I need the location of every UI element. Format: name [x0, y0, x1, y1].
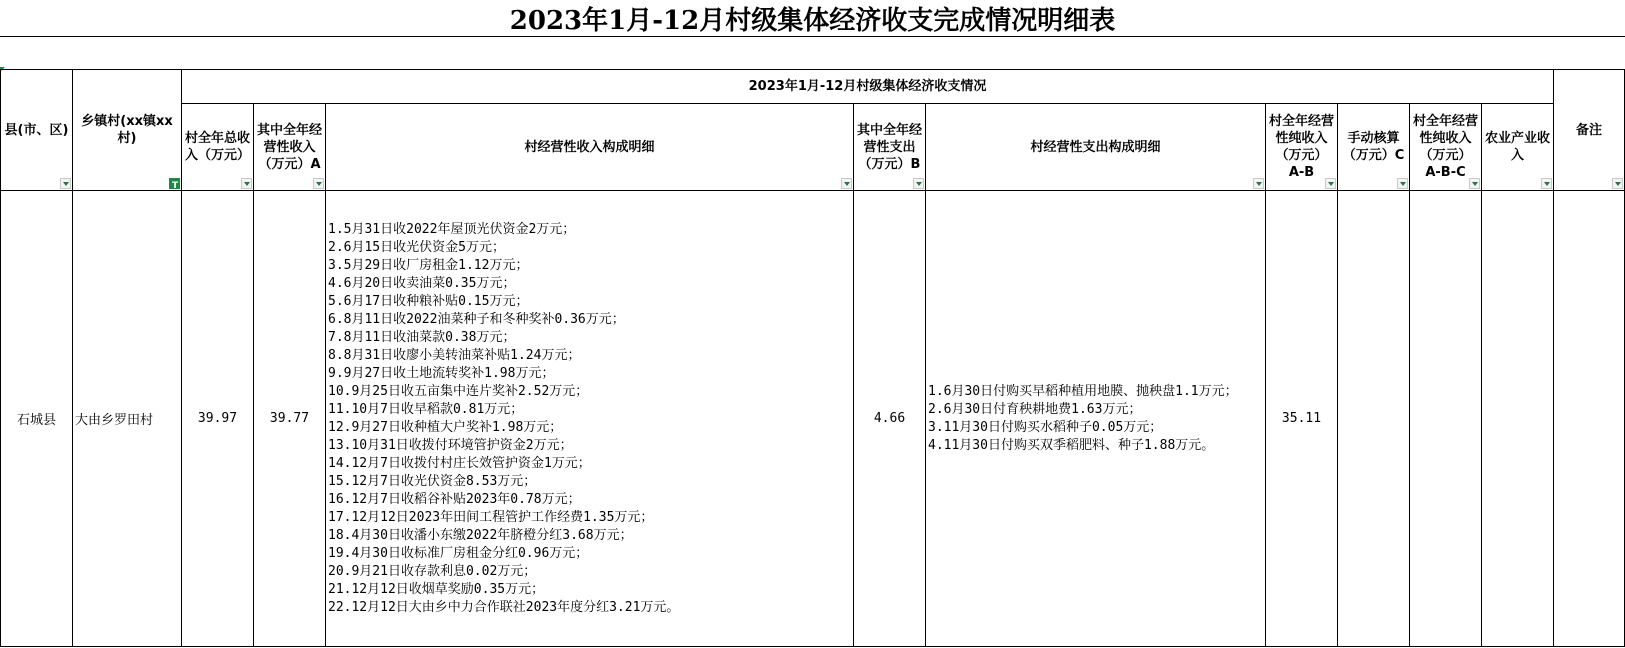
cell-agri-income[interactable]: [1482, 191, 1554, 647]
list-item: 17.12月12日2023年田间工程管护工作经费1.35万元；: [328, 509, 654, 525]
filter-dropdown-icon[interactable]: [1469, 178, 1480, 189]
header-agri-income[interactable]: 农业产业收入: [1482, 104, 1554, 191]
list-item: 4.6月20日收卖油菜0.35万元；: [328, 275, 516, 291]
list-item: 4.11月30日付购买双季稻肥料、种子1.88万元。: [928, 437, 1215, 453]
list-item: 2.6月30日付育秧耕地费1.63万元；: [928, 401, 1142, 417]
cell-income-detail[interactable]: [326, 191, 854, 647]
header-income-detail[interactable]: 村经营性收入构成明细: [326, 104, 854, 191]
list-item: 3.5月29日收厂房租金1.12万元；: [328, 257, 529, 273]
list-item: 15.12月7日收光伏资金8.53万元；: [328, 473, 537, 489]
filter-dropdown-icon[interactable]: [241, 178, 252, 189]
list-item: 13.10月31日收拨付环境管护资金2万元；: [328, 437, 573, 453]
list-item: 8.8月31日收廖小美转油菜补贴1.24万元；: [328, 347, 581, 363]
filter-dropdown-icon[interactable]: [913, 178, 924, 189]
filter-active-icon[interactable]: [169, 178, 180, 189]
list-item: 22.12月12日大由乡中力合作联社2023年度分红3.21万元。: [328, 599, 680, 615]
filter-dropdown-icon[interactable]: [1325, 178, 1336, 189]
list-item: 1.6月30日付购买早稻种植用地膜、抛秧盘1.1万元；: [928, 383, 1238, 399]
header-total-income[interactable]: 村全年总收入（万元）: [182, 104, 254, 191]
income-detail-list: [328, 221, 851, 617]
list-item: 11.10月7日收早稻款0.81万元；: [328, 401, 524, 417]
list-item: 20.9月21日收存款利息0.02万元；: [328, 563, 537, 579]
header-village[interactable]: 乡镇村(xx镇xx村) T: [73, 70, 182, 191]
list-item: 7.8月11日收油菜款0.38万元；: [328, 329, 516, 345]
header-net-income[interactable]: 村全年经营性纯收入（万元）A-B: [1266, 104, 1338, 191]
table-row: [1, 191, 1625, 647]
list-item: 12.9月27日收种植大户奖补1.98万元；: [328, 419, 563, 435]
header-remarks[interactable]: 备注: [1554, 70, 1625, 191]
filter-dropdown-icon[interactable]: [313, 178, 324, 189]
list-item: 16.12月7日收稻谷补贴2023年0.78万元；: [328, 491, 581, 507]
header-op-expense[interactable]: 其中全年经营性支出（万元）B: [854, 104, 926, 191]
header-net-income-2[interactable]: 村全年经营性纯收入（万元）A-B-C: [1410, 104, 1482, 191]
list-item: 6.8月11日收2022油菜种子和冬种奖补0.36万元；: [328, 311, 625, 327]
header-op-income[interactable]: 其中全年经营性收入（万元）A: [254, 104, 326, 191]
cell-net-income-2[interactable]: [1410, 191, 1482, 647]
cell-op-expense[interactable]: 4.66: [854, 191, 926, 647]
cell-expense-detail[interactable]: [926, 191, 1266, 647]
list-item: 9.9月27日收土地流转奖补1.98万元；: [328, 365, 555, 381]
list-item: 10.9月25日收五亩集中连片奖补2.52万元；: [328, 383, 589, 399]
list-item: 14.12月7日收拨付村庄长效管护资金1万元；: [328, 455, 591, 471]
cell-op-income[interactable]: 39.77: [254, 191, 326, 647]
expense-detail-list: [928, 383, 1263, 455]
cell-net-income[interactable]: 35.11: [1266, 191, 1338, 647]
cell-remarks[interactable]: [1554, 191, 1625, 647]
filter-dropdown-icon[interactable]: [1397, 178, 1408, 189]
header-county[interactable]: 县(市、区): [1, 70, 73, 191]
list-item: 1.5月31日收2022年屋顶光伏资金2万元；: [328, 221, 576, 237]
header-manual-check[interactable]: 手动核算（万元）C: [1338, 104, 1410, 191]
data-table: [0, 69, 1625, 647]
list-item: 18.4月30日收潘小东缴2022年脐橙分红3.68万元；: [328, 527, 633, 543]
filter-dropdown-icon[interactable]: [1253, 178, 1264, 189]
cell-county[interactable]: 石城县: [1, 191, 73, 647]
list-item: 3.11月30日付购买水稻种子0.05万元；: [928, 419, 1163, 435]
filter-dropdown-icon[interactable]: [1612, 178, 1623, 189]
cell-village[interactable]: 大由乡罗田村: [73, 191, 182, 647]
filter-dropdown-icon[interactable]: [60, 178, 71, 189]
group-header[interactable]: 2023年1月-12月村级集体经济收支情况: [182, 70, 1554, 104]
list-item: 2.6月15日收光伏资金5万元；: [328, 239, 505, 255]
blank-row[interactable]: [0, 37, 1625, 70]
filter-dropdown-icon[interactable]: [841, 178, 852, 189]
sheet-title: 2023年1月-12月村级集体经济收支完成情况明细表: [0, 0, 1625, 37]
cell-manual-check[interactable]: [1338, 191, 1410, 647]
filter-dropdown-icon[interactable]: [1541, 178, 1552, 189]
list-item: 5.6月17日收种粮补贴0.15万元；: [328, 293, 529, 309]
list-item: 19.4月30日收标准厂房租金分红0.96万元；: [328, 545, 589, 561]
cell-total-income[interactable]: 39.97: [182, 191, 254, 647]
list-item: 21.12月12日收烟草奖励0.35万元；: [328, 581, 545, 597]
header-expense-detail[interactable]: 村经营性支出构成明细: [926, 104, 1266, 191]
